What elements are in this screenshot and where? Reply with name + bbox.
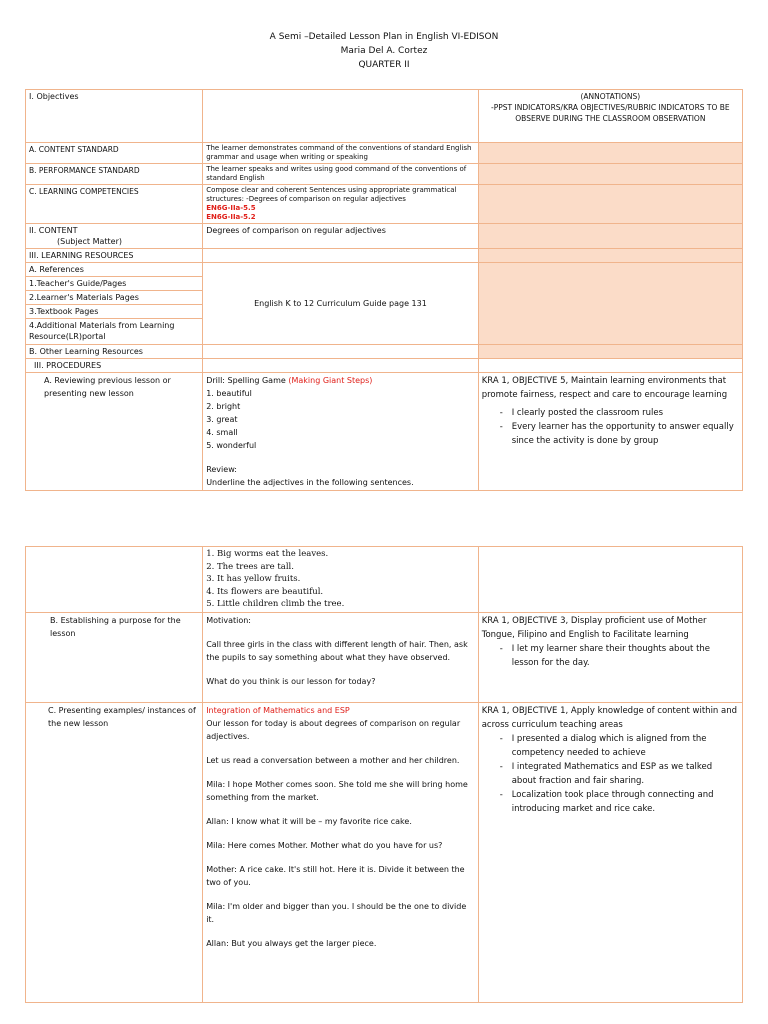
integration-note: Integration of Mathematics and ESP <box>206 705 350 715</box>
sentence-item: 2. The trees are tall. <box>206 561 294 572</box>
lesson-plan-table-2 <box>25 546 743 1003</box>
kra-objective-1 <box>478 702 742 1002</box>
presenting-cell <box>203 702 479 1002</box>
additional-materials-label: 4.Additional Materials from Learning Resource(LR)portal <box>26 319 203 345</box>
reviewing-label: A. Reviewing previous lesson or presenting new lesson <box>26 373 203 491</box>
kra-b-list <box>482 642 739 670</box>
lesson-intro: Our lesson for today is about degrees of comparison on regular adjectives. <box>206 718 461 741</box>
dialog-line: Mother: A rice cake. It's still hot. Here it is. Divide it between the two of you. <box>206 864 465 887</box>
dialog-line: Allan: But you always get the larger piece. <box>206 938 377 948</box>
objectives-label: I. Objectives <box>26 90 203 143</box>
kra-c-title: KRA 1, OBJECTIVE 1, Apply knowledge of content within and across curriculum teaching areas <box>481 705 738 730</box>
teachers-guide-label: 1.Teacher's Guide/Pages <box>26 277 203 291</box>
drill-heading: Drill: Spelling Game (Making Giant Steps) <box>206 376 373 385</box>
review-sentences <box>203 547 479 613</box>
competencies-text: Compose clear and coherent Sentences using appropriate grammatical structures: -Degrees of comparison on regular adjectives <box>206 186 457 203</box>
references-label: A. References <box>26 263 203 277</box>
kra-c-item: - I presented a dialog which is aligned from the competency needed to achieve <box>512 732 739 760</box>
review-label: Review: <box>206 465 237 474</box>
kra-b-item: - I let my learner share their thoughts about the lesson for the day. <box>512 642 739 670</box>
dialog-line: Mila: I hope Mother comes soon. She told me she will bring home something from the market. <box>206 779 468 802</box>
conversation-intro: Let us read a conversation between a mother and her children. <box>206 755 460 765</box>
kra-a-item: - I clearly posted the classroom rules <box>512 406 739 420</box>
content-label: II. CONTENT <box>29 226 78 235</box>
sentence-item: 4. Its flowers are beautiful. <box>206 586 324 597</box>
procedures-label: III. PROCEDURES <box>26 359 203 373</box>
kra-c-list <box>482 732 739 816</box>
kra-a-list <box>482 406 739 448</box>
dialog-line: Allan: I know what it will be – my favorite rice cake. <box>206 816 412 826</box>
motivation-cell <box>203 612 479 702</box>
content-label-cell <box>26 224 203 249</box>
lesson-plan-table-1 <box>25 89 743 491</box>
dialog-line: Mila: I'm older and bigger than you. I should be the one to divide it. <box>206 901 467 924</box>
performance-standard-text: The learner speaks and writes using good command of the conventions of standard English <box>203 164 479 185</box>
annotations-header: (ANNOTATIONS) -PPST INDICATORS/KRA OBJECTIVES/RUBRIC INDICATORS TO BE OBSERVE DURING THE CLASSROOM OBSERVATION <box>478 90 742 143</box>
kra-a-title: KRA 1, OBJECTIVE 5, Maintain learning environments that promote fairness, respect and care to encourage learning <box>481 376 728 400</box>
learners-materials-label: 2.Learner's Materials Pages <box>26 291 203 305</box>
presenting-label: C. Presenting examples/ instances of the new lesson <box>26 702 203 1002</box>
competency-code-2: EN6G-IIa-5.2 <box>206 213 256 221</box>
resources-label: III. LEARNING RESOURCES <box>26 249 203 263</box>
other-resources-label: B. Other Learning Resources <box>26 345 203 359</box>
content-text: Degrees of comparison on regular adjectives <box>203 224 479 249</box>
document-title: A Semi –Detailed Lesson Plan in English VI-EDISON <box>269 32 499 42</box>
drill-game-name: (Making Giant Steps) <box>288 376 373 385</box>
quarter-label: QUARTER II <box>358 60 410 70</box>
competency-code-1: EN6G-IIa-5.5 <box>206 204 256 212</box>
drill-word: 5. wonderful <box>206 441 257 450</box>
motivation-question: What do you think is our lesson for today? <box>206 676 376 686</box>
drill-cell <box>203 373 479 491</box>
drill-word: 1. beautiful <box>206 389 252 398</box>
motivation-label: Motivation: <box>206 615 251 625</box>
sentence-item: 1. Big worms eat the leaves. <box>206 549 329 559</box>
competencies-cell <box>203 185 479 224</box>
document-header <box>0 30 768 72</box>
textbook-label: 3.Textbook Pages <box>26 305 203 319</box>
drill-word: 3. great <box>206 415 238 424</box>
kra-a-item: - Every learner has the opportunity to answer equally since the activity is done by group <box>512 420 739 448</box>
sentence-item: 5. Little children climb the tree. <box>206 599 345 609</box>
drill-word: 2. bright <box>206 402 241 411</box>
references-text: English K to 12 Curriculum Guide page 131 <box>203 263 479 345</box>
dialog-line: Mila: Here comes Mother. Mother what do you have for us? <box>206 840 443 850</box>
kra-b-title: KRA 1, OBJECTIVE 3, Display proficient use of Mother Tongue, Filipino and English to Facilitate learning <box>481 615 707 640</box>
author-name: Maria Del A. Cortez <box>340 46 428 56</box>
kra-objective-5 <box>478 373 742 491</box>
content-sublabel: (Subject Matter) <box>57 237 122 246</box>
kra-c-item: - Localization took place through connecting and introducing market and rice cake. <box>512 788 739 816</box>
review-text: Underline the adjectives in the following sentences. <box>206 478 414 487</box>
purpose-label: B. Establishing a purpose for the lesson <box>26 612 203 702</box>
content-standard-label: A. CONTENT STANDARD <box>26 143 203 164</box>
content-standard-text: The learner demonstrates command of the conventions of standard English grammar and usage when writing or speaking <box>203 143 479 164</box>
performance-standard-label: B. PERFORMANCE STANDARD <box>26 164 203 185</box>
drill-word: 4. small <box>206 428 238 437</box>
kra-c-item: - I integrated Mathematics and ESP as we talked about fraction and fair sharing. <box>512 760 739 788</box>
kra-objective-3 <box>478 612 742 702</box>
sentence-item: 3. It has yellow fruits. <box>206 574 301 584</box>
motivation-text: Call three girls in the class with different length of hair. Then, ask the pupils to say something about what they have observed. <box>206 639 468 662</box>
competencies-label: C. LEARNING COMPETENCIES <box>26 185 203 224</box>
